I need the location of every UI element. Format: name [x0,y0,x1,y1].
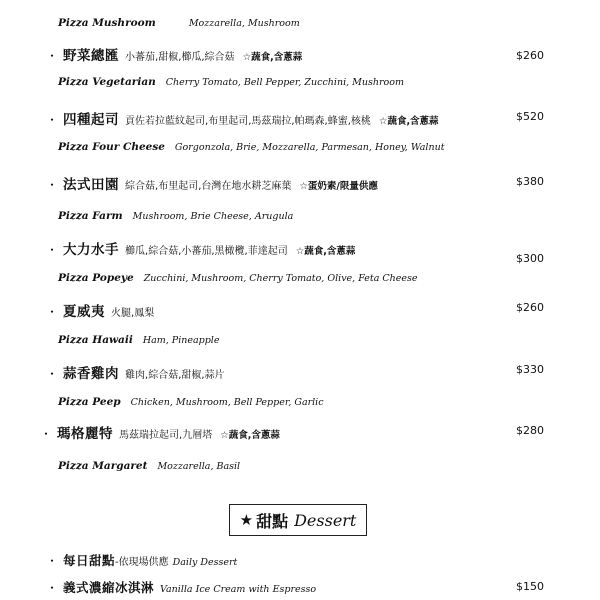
en-line [58,328,219,347]
en-name: Vanilla Ice Cream with Espresso [160,584,317,595]
section-title-en: Dessert [294,510,357,530]
zh-ingredients: 綜合菇,布里起司,台灣在地水耕芝麻葉 [125,181,292,192]
bullet: ・ [46,305,59,319]
en-ingredients: Gorgonzola, Brie, Mozzarella, Parmesan, Honey, Walnut [174,142,445,153]
price: $330 [516,363,544,376]
bullet: ・ [46,178,59,192]
bullet: ・ [40,427,53,441]
dietary-note: ☆蔬食,含蔥蒜 [295,246,356,257]
en-line [58,70,404,89]
dietary-note: ☆蔬食,含蔥蒜 [378,116,439,127]
dietary-note: ☆蛋奶素/限量供應 [299,181,378,192]
zh-ingredients: 雞肉,綜合菇,甜椒,蒜片 [125,370,225,381]
price: $150 [516,580,544,593]
en-ingredients: Zucchini, Mushroom, Cherry Tomato, Olive, Feta Cheese [143,273,418,284]
en-line [58,454,240,473]
price: $380 [516,175,544,188]
en-ingredients: Ham, Pineapple [142,335,220,346]
zh-name: 義式濃縮冰淇淋 [63,580,155,595]
en-name: Pizza Popeye [58,272,134,284]
en-ingredients: Mushroom, Brie Cheese, Arugula [132,211,294,222]
en-name: Pizza Vegetarian [58,76,156,88]
zh-note: -依現場供應 [115,557,169,568]
price: $260 [516,301,544,314]
bullet: ・ [46,243,59,257]
zh-line [46,108,439,128]
zh-line [40,422,280,442]
en-name: Pizza Peep [58,396,121,408]
dietary-note: ☆蔬食,含蔥蒜 [220,430,280,441]
en-ingredients: Mozzarella, Basil [157,461,241,472]
zh-line [46,44,302,64]
price: $300 [516,252,544,265]
en-line [58,266,418,285]
en-line [58,135,445,154]
en-ingredients: Chicken, Mushroom, Bell Pepper, Garlic [130,397,324,408]
en-ingredients: Cherry Tomato, Bell Pepper, Zucchini, Mushroom [165,77,404,88]
zh-name: 野菜總匯 [63,48,120,64]
en-name: Pizza Margaret [58,460,148,472]
zh-line [46,173,378,193]
dessert-section-header [229,504,367,536]
en-name: Pizza Mushroom [58,17,156,29]
zh-ingredients: 櫛瓜,綜合菇,小蕃茄,黑橄欖,菲達起司 [125,246,288,257]
zh-ingredients: 馬茲瑞拉起司,九層塔 [119,430,213,441]
section-title-zh: 甜點 [256,511,289,531]
en-name: Daily Dessert [172,557,238,568]
en-line [58,390,324,409]
en-name: Pizza Hawaii [58,334,133,346]
zh-name: 每日甜點 [63,553,116,568]
dietary-note: ☆蔬食,含蔥蒜 [242,52,303,63]
zh-name: 蒜香雞肉 [63,366,120,382]
bullet: ・ [46,113,59,127]
star-icon: ★ [239,511,254,529]
zh-line [46,238,355,258]
zh-line [46,362,233,382]
zh-name: 法式田園 [63,177,120,193]
bullet: ・ [46,49,59,63]
price: $280 [516,424,544,437]
bullet: ・ [46,554,59,568]
en-ingredients: Mozzarella, Mushroom [188,18,300,29]
zh-name: 夏威夷 [63,304,106,320]
bullet: ・ [46,581,59,595]
zh-name: 大力水手 [63,242,120,258]
zh-name: 瑪格麗特 [57,426,114,442]
zh-ingredients: 小蕃茄,甜椒,櫛瓜,綜合菇 [125,52,235,63]
menu-item-top-en [58,11,300,30]
zh-ingredients: 火腿,鳳梨 [111,308,155,319]
en-line [58,204,293,223]
zh-line [46,300,162,320]
price: $520 [516,110,544,123]
en-name: Pizza Four Cheese [58,141,165,153]
zh-name: 四種起司 [63,112,120,128]
bullet: ・ [46,367,59,381]
en-name: Pizza Farm [58,210,123,222]
zh-line [46,577,316,596]
price: $260 [516,49,544,62]
zh-ingredients: 貢佐若拉藍紋起司,布里起司,馬茲瑞拉,帕瑪森,蜂蜜,核桃 [125,116,371,127]
zh-line [46,550,237,569]
